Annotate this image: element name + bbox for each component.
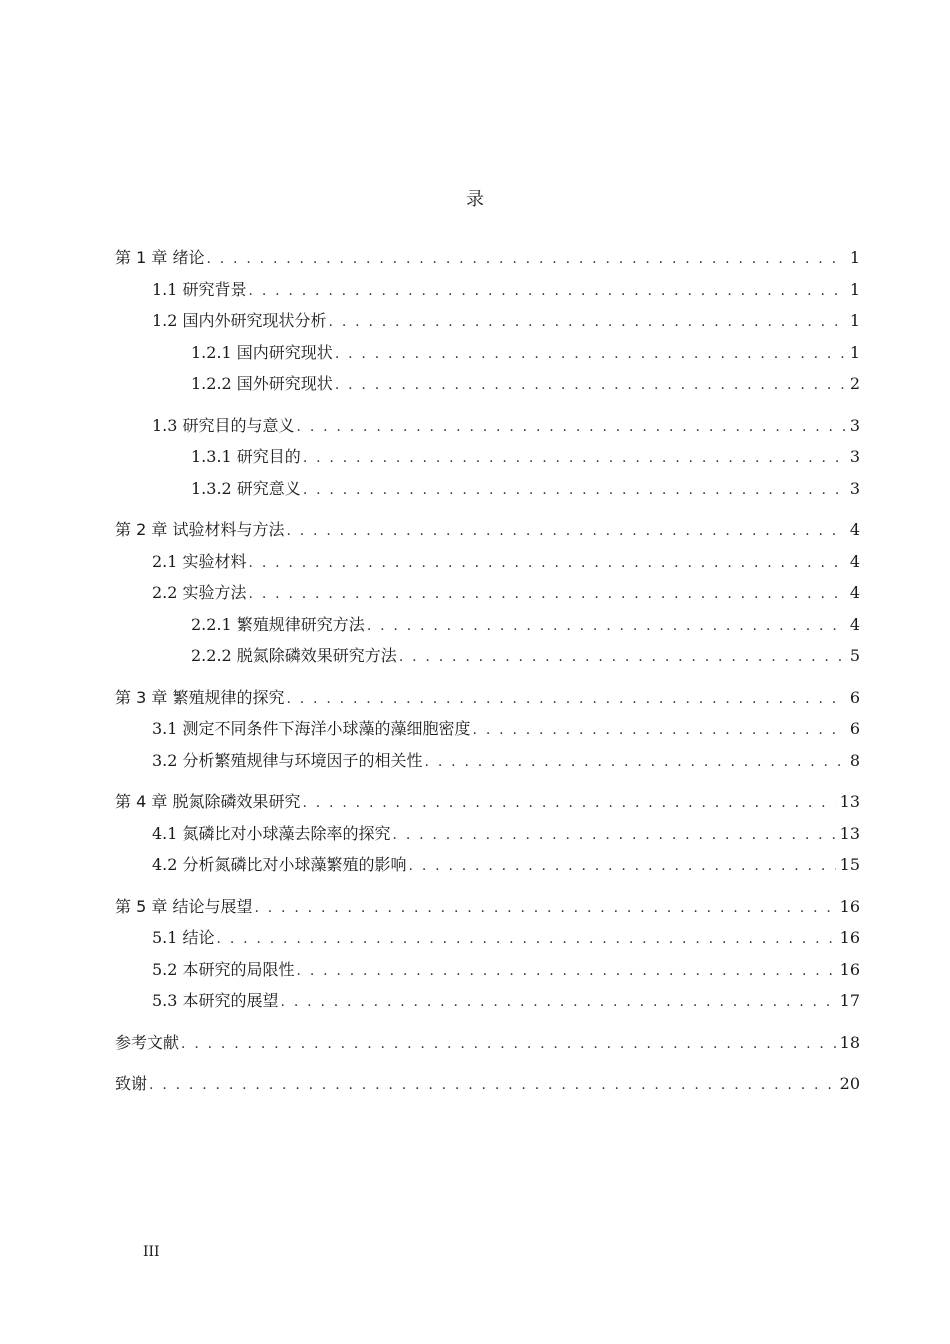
toc-leader-dots: [399, 649, 846, 665]
toc-entry-page: 13: [839, 792, 860, 811]
toc-entry-label: 致谢: [115, 1074, 148, 1093]
toc-entry-label: 第 2 章 试验材料与方法: [115, 520, 285, 539]
toc-entry-page: 6: [849, 719, 860, 738]
toc-entry-page: 1: [849, 342, 860, 362]
toc-entry-label: 3.1 测定不同条件下海洋小球藻的藻细胞密度: [152, 719, 471, 738]
toc-entry-label: 参考文献: [115, 1032, 180, 1052]
toc-entry-label: 1.2.2 国外研究现状: [191, 374, 333, 393]
toc-entry[interactable]: [115, 371, 860, 403]
toc-leader-dots: [181, 1036, 836, 1052]
toc-entry-page: 17: [839, 991, 860, 1010]
toc-entry[interactable]: [115, 789, 860, 821]
toc-leader-dots: [286, 691, 845, 707]
toc-entry-label: 1.3.1 研究目的: [191, 447, 301, 466]
toc-entry-label: 2.1 实验材料: [152, 551, 247, 571]
toc-entry-page: 16: [839, 959, 860, 979]
toc-entry[interactable]: [115, 549, 860, 581]
toc-entry[interactable]: [115, 925, 860, 957]
toc-entry[interactable]: [115, 821, 860, 853]
toc-leader-dots: [254, 900, 835, 916]
toc-leader-dots: [303, 482, 846, 498]
toc-entry-page: 4: [849, 583, 860, 602]
toc-entry-label: 4.2 分析氮磷比对小球藻繁殖的影响: [152, 855, 407, 874]
toc-entry-page: 13: [839, 823, 860, 843]
toc-entry-page: 4: [849, 614, 860, 634]
toc-entry-page: 15: [839, 855, 860, 874]
toc-entry-page: 1: [849, 248, 860, 267]
toc-entry[interactable]: [115, 685, 860, 717]
toc-entry-page: 5: [849, 646, 860, 665]
toc-entry-page: 1: [849, 311, 860, 330]
toc-entry[interactable]: [115, 612, 860, 644]
toc-entry-label: 1.2.1 国内研究现状: [191, 342, 333, 362]
toc-entry[interactable]: [115, 245, 860, 277]
toc-leader-dots: [217, 931, 836, 947]
toc-leader-dots: [473, 722, 846, 738]
toc-entry-label: 1.3.2 研究意义: [191, 478, 301, 498]
toc-entry[interactable]: [115, 748, 860, 780]
toc-entry-page: 3: [849, 447, 860, 466]
toc-entry-label: 2.2.2 脱氮除磷效果研究方法: [191, 646, 397, 665]
toc-entry-label: 1.3 研究目的与意义: [152, 415, 295, 435]
page-title: 录: [466, 189, 484, 210]
toc-entry-page: 6: [849, 687, 860, 707]
toc-entry-page: 2: [849, 374, 860, 393]
toc-entry-label: 5.1 结论: [152, 928, 215, 947]
toc-leader-dots: [367, 618, 846, 634]
toc-leader-dots: [335, 377, 846, 393]
toc-leader-dots: [249, 283, 846, 299]
toc-entry-label: 5.2 本研究的局限性: [152, 959, 295, 979]
toc-entry-label: 2.2 实验方法: [152, 583, 247, 602]
toc-leader-dots: [303, 450, 846, 466]
toc-entry-page: 20: [839, 1074, 860, 1093]
toc-entry-label: 1.2 国内外研究现状分析: [152, 311, 327, 330]
toc-entry[interactable]: [115, 517, 860, 549]
toc-entry-page: 16: [839, 928, 860, 947]
toc-entry[interactable]: [115, 413, 860, 445]
toc-entry[interactable]: [115, 852, 860, 884]
toc-entry[interactable]: [115, 957, 860, 989]
toc-entry[interactable]: [115, 1030, 860, 1062]
toc-leader-dots: [329, 314, 846, 330]
toc-entry-page: 3: [849, 478, 860, 498]
toc-entry-page: 4: [849, 520, 860, 539]
toc-leader-dots: [286, 523, 845, 539]
toc-entry-page: 16: [839, 896, 860, 916]
toc-entry[interactable]: [115, 308, 860, 340]
toc-entry-label: 第 1 章 绪论: [115, 248, 205, 267]
toc-leader-dots: [335, 346, 846, 362]
toc-entry[interactable]: [115, 1071, 860, 1103]
toc-entry[interactable]: [115, 340, 860, 372]
toc-leader-dots: [149, 1077, 836, 1093]
toc-leader-dots: [206, 251, 845, 267]
toc-leader-dots: [302, 795, 835, 811]
table-of-contents: [115, 245, 860, 1103]
toc-leader-dots: [249, 586, 846, 602]
toc-leader-dots: [393, 827, 836, 843]
toc-entry-label: 4.1 氮磷比对小球藻去除率的探究: [152, 823, 391, 843]
toc-entry-label: 第 4 章 脱氮除磷效果研究: [115, 792, 301, 811]
toc-leader-dots: [249, 555, 846, 571]
toc-entry-label: 第 3 章 繁殖规律的探究: [115, 687, 285, 707]
toc-entry-page: 8: [849, 750, 860, 770]
toc-entry-page: 18: [839, 1032, 860, 1052]
footer-page-number: III: [143, 1244, 160, 1260]
toc-entry-page: 3: [849, 415, 860, 435]
toc-leader-dots: [409, 858, 836, 874]
toc-entry[interactable]: [115, 894, 860, 926]
toc-leader-dots: [297, 419, 846, 435]
toc-entry[interactable]: [115, 988, 860, 1020]
toc-entry-label: 3.2 分析繁殖规律与环境因子的相关性: [152, 750, 423, 770]
toc-entry[interactable]: [115, 277, 860, 309]
toc-entry-label: 2.2.1 繁殖规律研究方法: [191, 614, 365, 634]
toc-entry[interactable]: [115, 643, 860, 675]
toc-entry[interactable]: [115, 716, 860, 748]
toc-entry[interactable]: [115, 476, 860, 508]
toc-entry-page: 1: [849, 279, 860, 299]
toc-entry-page: 4: [849, 551, 860, 571]
toc-entry[interactable]: [115, 444, 860, 476]
toc-entry-label: 5.3 本研究的展望: [152, 991, 279, 1010]
toc-leader-dots: [281, 994, 836, 1010]
toc-entry-label: 1.1 研究背景: [152, 279, 247, 299]
toc-entry[interactable]: [115, 580, 860, 612]
toc-leader-dots: [425, 754, 846, 770]
toc-entry-label: 第 5 章 结论与展望: [115, 896, 253, 916]
toc-leader-dots: [297, 963, 836, 979]
